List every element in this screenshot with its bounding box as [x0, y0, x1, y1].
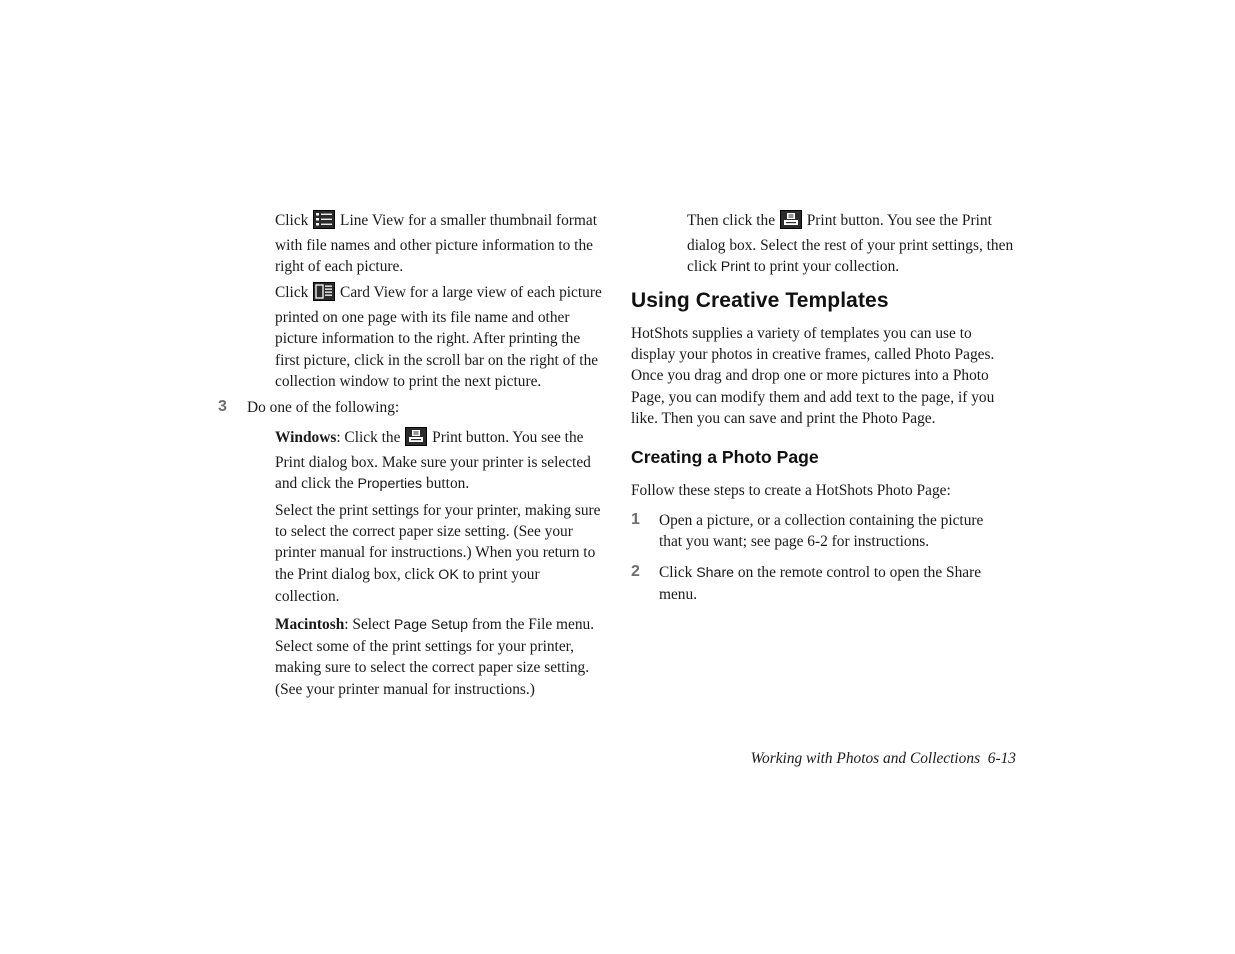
- intro-paragraph: HotShots supplies a variety of templates you can use to display your photos in creative frames, called Photo Pages. Once you drag and drop one or more pictures into a Photo Page, you can modify them and add text to the page, if you like. Then you can save and print the Photo Page.: [631, 325, 995, 427]
- card-view-pre: Click: [275, 284, 313, 301]
- card-view-paragraph: [275, 282, 605, 392]
- step-2-post: on the remote control to open the Share menu.: [659, 564, 982, 604]
- print-term: Print: [720, 259, 750, 276]
- step-1-number: 1: [631, 511, 640, 528]
- ok-term: OK: [438, 566, 459, 583]
- macintosh-post: from the File menu. Select some of the print settings for your printer, making sure to select the correct paper size setting. (See your printer manual for instructions.): [275, 616, 595, 698]
- select-settings-post: to print your collection.: [275, 565, 540, 605]
- page-setup-term: Page Setup: [393, 617, 468, 633]
- card-view-post: Card View for a large view of each picture printed on one page with its file name and other picture information to the right. After printing the first picture, click in the scroll bar on the right of the collection window to print the next picture.: [275, 284, 602, 390]
- select-settings-paragraph: [275, 500, 605, 607]
- then-click-pre: Then click the: [687, 212, 779, 229]
- subsection-heading: Creating a Photo Page: [631, 447, 819, 467]
- macintosh-paragraph: [275, 614, 605, 700]
- follow-paragraph: Follow these steps to create a HotShots Photo Page:: [631, 482, 951, 499]
- line-view-icon: [313, 210, 335, 235]
- step-3-number: 3: [218, 398, 227, 415]
- share-term: Share: [696, 565, 735, 581]
- print-icon: [405, 427, 427, 452]
- card-view-icon: [313, 282, 335, 307]
- windows-paragraph: [275, 427, 605, 496]
- print-icon: [780, 210, 802, 235]
- then-click-paragraph: [687, 210, 1017, 279]
- line-view-pre: Click: [275, 212, 313, 229]
- step-1-text: Open a picture, or a collection containing the picture that you want; see page 6-2 for instructions.: [659, 512, 984, 551]
- footer-chapter: Working with Photos and Collections: [750, 750, 981, 767]
- windows-label: Windows: [275, 429, 337, 446]
- step-2-number: 2: [631, 563, 640, 580]
- line-view-paragraph: [275, 210, 605, 278]
- footer-page-number: 6-13: [987, 750, 1016, 767]
- section-heading: Using Creative Templates: [631, 289, 889, 312]
- step-2-text: [659, 562, 1009, 605]
- select-settings-pre: Select the print settings for your printer, making sure to select the correct paper size setting. (See your printer manual for instructions.) When you return to the Print dialog box, click: [275, 502, 601, 583]
- properties-term: Properties: [357, 476, 423, 493]
- step-3-text: Do one of the following:: [247, 399, 400, 416]
- step-2-pre: Click: [659, 564, 697, 581]
- macintosh-pre: : Select: [344, 616, 394, 633]
- windows-pre: : Click the: [336, 429, 405, 446]
- windows-post: button.: [422, 475, 470, 493]
- windows-mid: Print button. You see the Print dialog box. Make sure your printer is selected and click the: [275, 429, 591, 493]
- line-view-post: Line View for a smaller thumbnail format with file names and other picture information to the right of each picture.: [275, 212, 597, 276]
- then-click-mid: Print button. You see the Print dialog box. Select the rest of your print settings, then click: [687, 212, 1014, 276]
- page-footer: [751, 750, 1016, 768]
- macintosh-label: Macintosh: [275, 616, 345, 633]
- then-click-post: to print your collection.: [749, 258, 900, 276]
